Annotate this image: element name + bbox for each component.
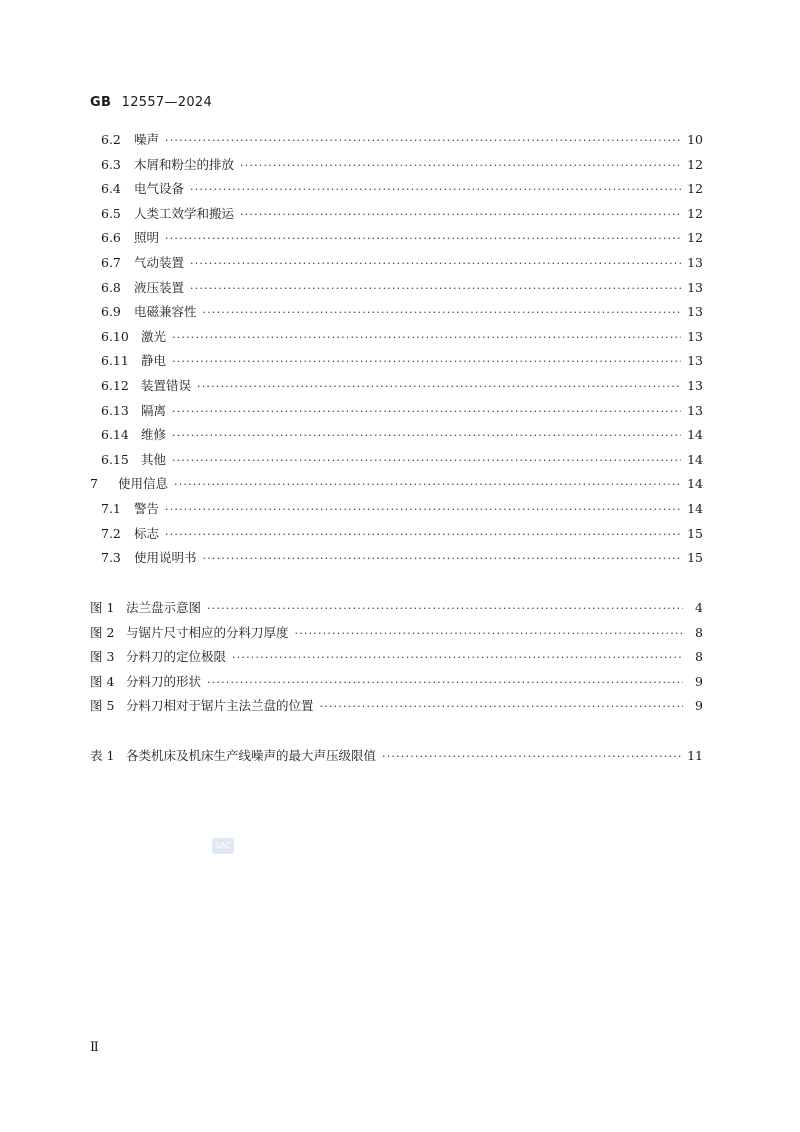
toc-section-entry-number: 6.11 — [101, 353, 129, 369]
leader-dots — [190, 254, 681, 274]
toc-figure-entry-title: 分料刀相对于锯片主法兰盘的位置 — [126, 698, 314, 714]
leader-dots — [320, 697, 683, 717]
toc-section-entry[interactable] — [101, 253, 703, 273]
leader-dots — [382, 747, 681, 767]
toc-section-entry-number: 6.6 — [101, 230, 121, 246]
toc-figure-entry-number: 图 2 — [90, 624, 115, 640]
toc-section-entry-title: 气动装置 — [134, 255, 185, 270]
toc-figure-entry-page: 9 — [695, 673, 703, 689]
leader-dots — [172, 426, 681, 446]
toc-section-entry-title: 维修 — [141, 427, 167, 443]
toc-table-entry-title: 各类机床及机床生产线噪声的最大声压级限值 — [126, 748, 377, 763]
toc-section-entry-number: 6.2 — [101, 132, 121, 147]
toc-figure-entry-page: 8 — [695, 649, 703, 665]
toc-section-entry-title: 静电 — [141, 353, 167, 369]
toc-section-entry-page: 13 — [687, 279, 703, 295]
toc-figure-entry-number: 图 3 — [90, 649, 115, 665]
toc-section-entry[interactable] — [101, 155, 703, 175]
toc-section-entry-page: 15 — [687, 525, 703, 541]
toc-section-entry-number: 6.3 — [101, 156, 121, 172]
toc-section-entry-number: 6.4 — [101, 181, 121, 197]
leader-dots — [172, 402, 681, 422]
toc-section-entry-page: 13 — [687, 304, 703, 320]
toc-section-entry-number: 6.5 — [101, 205, 121, 221]
leader-dots — [165, 525, 681, 545]
toc-section-entry-page: 13 — [687, 378, 703, 393]
leader-dots — [190, 180, 681, 200]
toc-section-entry[interactable] — [101, 302, 703, 322]
toc-section-entry-number: 6.13 — [101, 402, 129, 418]
toc-section-entry-title: 装置错误 — [141, 378, 192, 393]
toc-section-entry-number: 6.10 — [101, 328, 129, 344]
toc-section-entry-title: 警告 — [134, 501, 160, 516]
leader-dots — [207, 599, 683, 619]
toc-section-entry-number: 6.14 — [101, 427, 129, 443]
toc-section-entry-title: 标志 — [134, 525, 160, 541]
toc-section-entry-page: 12 — [687, 156, 703, 172]
leader-dots — [165, 229, 681, 249]
toc-figure-entry-title: 与锯片尺寸相应的分料刀厚度 — [126, 624, 289, 640]
toc-section-entry[interactable] — [101, 425, 703, 445]
leader-dots — [207, 673, 683, 693]
toc-figure-entry-page: 9 — [695, 698, 703, 714]
toc-section-entry-page: 12 — [687, 181, 703, 197]
toc-figure-entry-title: 分料刀的定位极限 — [126, 649, 227, 665]
toc-figure-entry-title: 分料刀的形状 — [126, 673, 202, 689]
toc-section-entry-title: 使用信息 — [118, 476, 169, 492]
toc-figure-entry-number: 图 1 — [90, 600, 115, 615]
toc-section-entry-page: 13 — [687, 402, 703, 418]
toc-figure-entry-title: 法兰盘示意图 — [126, 600, 202, 615]
toc-section-entry[interactable] — [101, 548, 703, 568]
toc-table-entry-page: 11 — [687, 748, 703, 763]
toc-table-entry-number: 表 1 — [90, 748, 115, 763]
page-folio: Ⅱ — [90, 1040, 99, 1055]
toc-figure-entry[interactable] — [90, 696, 703, 716]
standard-number: 12557—2024 — [121, 95, 213, 110]
toc-section-entry-number: 7 — [90, 476, 98, 492]
toc-section-entry-number: 7.2 — [101, 525, 121, 541]
toc-section-entry-number: 6.8 — [101, 279, 121, 295]
sac-watermark: SAC — [212, 838, 234, 854]
toc-figure-entry[interactable] — [90, 598, 703, 618]
toc-section-entry[interactable] — [101, 499, 703, 519]
toc-section-entry-title: 人类工效学和搬运 — [134, 205, 235, 221]
toc-section-entry-page: 13 — [687, 353, 703, 369]
toc-section-entry-page: 14 — [687, 427, 703, 443]
toc-section-entry-title: 使用说明书 — [134, 550, 197, 566]
toc-section-entry-title: 其他 — [141, 451, 167, 467]
toc-section-entry[interactable] — [101, 327, 703, 347]
toc-section-entry-number: 6.9 — [101, 304, 121, 320]
toc-section-entry-title: 激光 — [141, 328, 167, 344]
leader-dots — [197, 377, 681, 397]
toc-section-entry[interactable] — [90, 474, 703, 494]
toc-section-entry-page: 14 — [687, 501, 703, 516]
leader-dots — [240, 156, 681, 176]
leader-dots — [172, 328, 681, 348]
toc-figure-entry-number: 图 5 — [90, 698, 115, 714]
toc-figure-entry-number: 图 4 — [90, 673, 115, 689]
toc-section-entry[interactable] — [101, 130, 703, 150]
toc-section-entry-title: 电气设备 — [134, 181, 185, 197]
toc-section-entry-page: 13 — [687, 255, 703, 270]
toc-section-entry-page: 15 — [687, 550, 703, 566]
toc-section-entry[interactable] — [101, 351, 703, 371]
toc-section-entry-page: 14 — [687, 451, 703, 467]
leader-dots — [232, 648, 683, 668]
toc-section-entry-title: 隔离 — [141, 402, 167, 418]
toc-section-entry-title: 木屑和粉尘的排放 — [134, 156, 235, 172]
toc-figure-entry-page: 8 — [695, 624, 703, 640]
toc-section-entry-title: 噪声 — [134, 132, 160, 147]
toc-section-entry-page: 14 — [687, 476, 703, 492]
leader-dots — [190, 279, 681, 299]
standard-prefix: GB — [90, 95, 112, 110]
toc-section-entry-title: 电磁兼容性 — [134, 304, 197, 320]
toc-section-entry[interactable] — [101, 204, 703, 224]
toc-section-entry-page: 12 — [687, 205, 703, 221]
leader-dots — [174, 475, 681, 495]
toc-table-entry[interactable] — [90, 746, 703, 766]
leader-dots — [295, 624, 683, 644]
toc-section-entry-title: 照明 — [134, 230, 160, 246]
leader-dots — [165, 500, 681, 520]
toc-figure-entry[interactable] — [90, 647, 703, 667]
leader-dots — [203, 549, 682, 569]
toc-section-entry-number: 7.1 — [101, 501, 121, 516]
toc-figure-entry[interactable] — [90, 672, 703, 692]
toc-section-entry[interactable] — [101, 524, 703, 544]
toc-section-entry[interactable] — [101, 401, 703, 421]
toc-section-entry-number: 6.7 — [101, 255, 121, 270]
leader-dots — [172, 451, 681, 471]
toc-section-entry-page: 12 — [687, 230, 703, 246]
toc-figure-entry-page: 4 — [695, 600, 703, 615]
leader-dots — [165, 131, 681, 151]
toc-section-entry-title: 液压装置 — [134, 279, 185, 295]
toc-section-entry[interactable] — [101, 228, 703, 248]
leader-dots — [172, 352, 681, 372]
toc-section-entry-number: 7.3 — [101, 550, 121, 566]
toc-section-entry[interactable] — [101, 376, 703, 396]
leader-dots — [203, 303, 682, 323]
toc-section-entry[interactable] — [101, 278, 703, 298]
toc-section-entry[interactable] — [101, 450, 703, 470]
toc-section-entry-number: 6.12 — [101, 378, 129, 393]
document-header — [90, 95, 212, 110]
toc-section-entry-number: 6.15 — [101, 451, 129, 467]
toc-section-entry[interactable] — [101, 179, 703, 199]
toc-section-entry-page: 13 — [687, 328, 703, 344]
toc-figure-entry[interactable] — [90, 623, 703, 643]
toc-section-entry-page: 10 — [687, 132, 703, 147]
leader-dots — [240, 205, 681, 225]
